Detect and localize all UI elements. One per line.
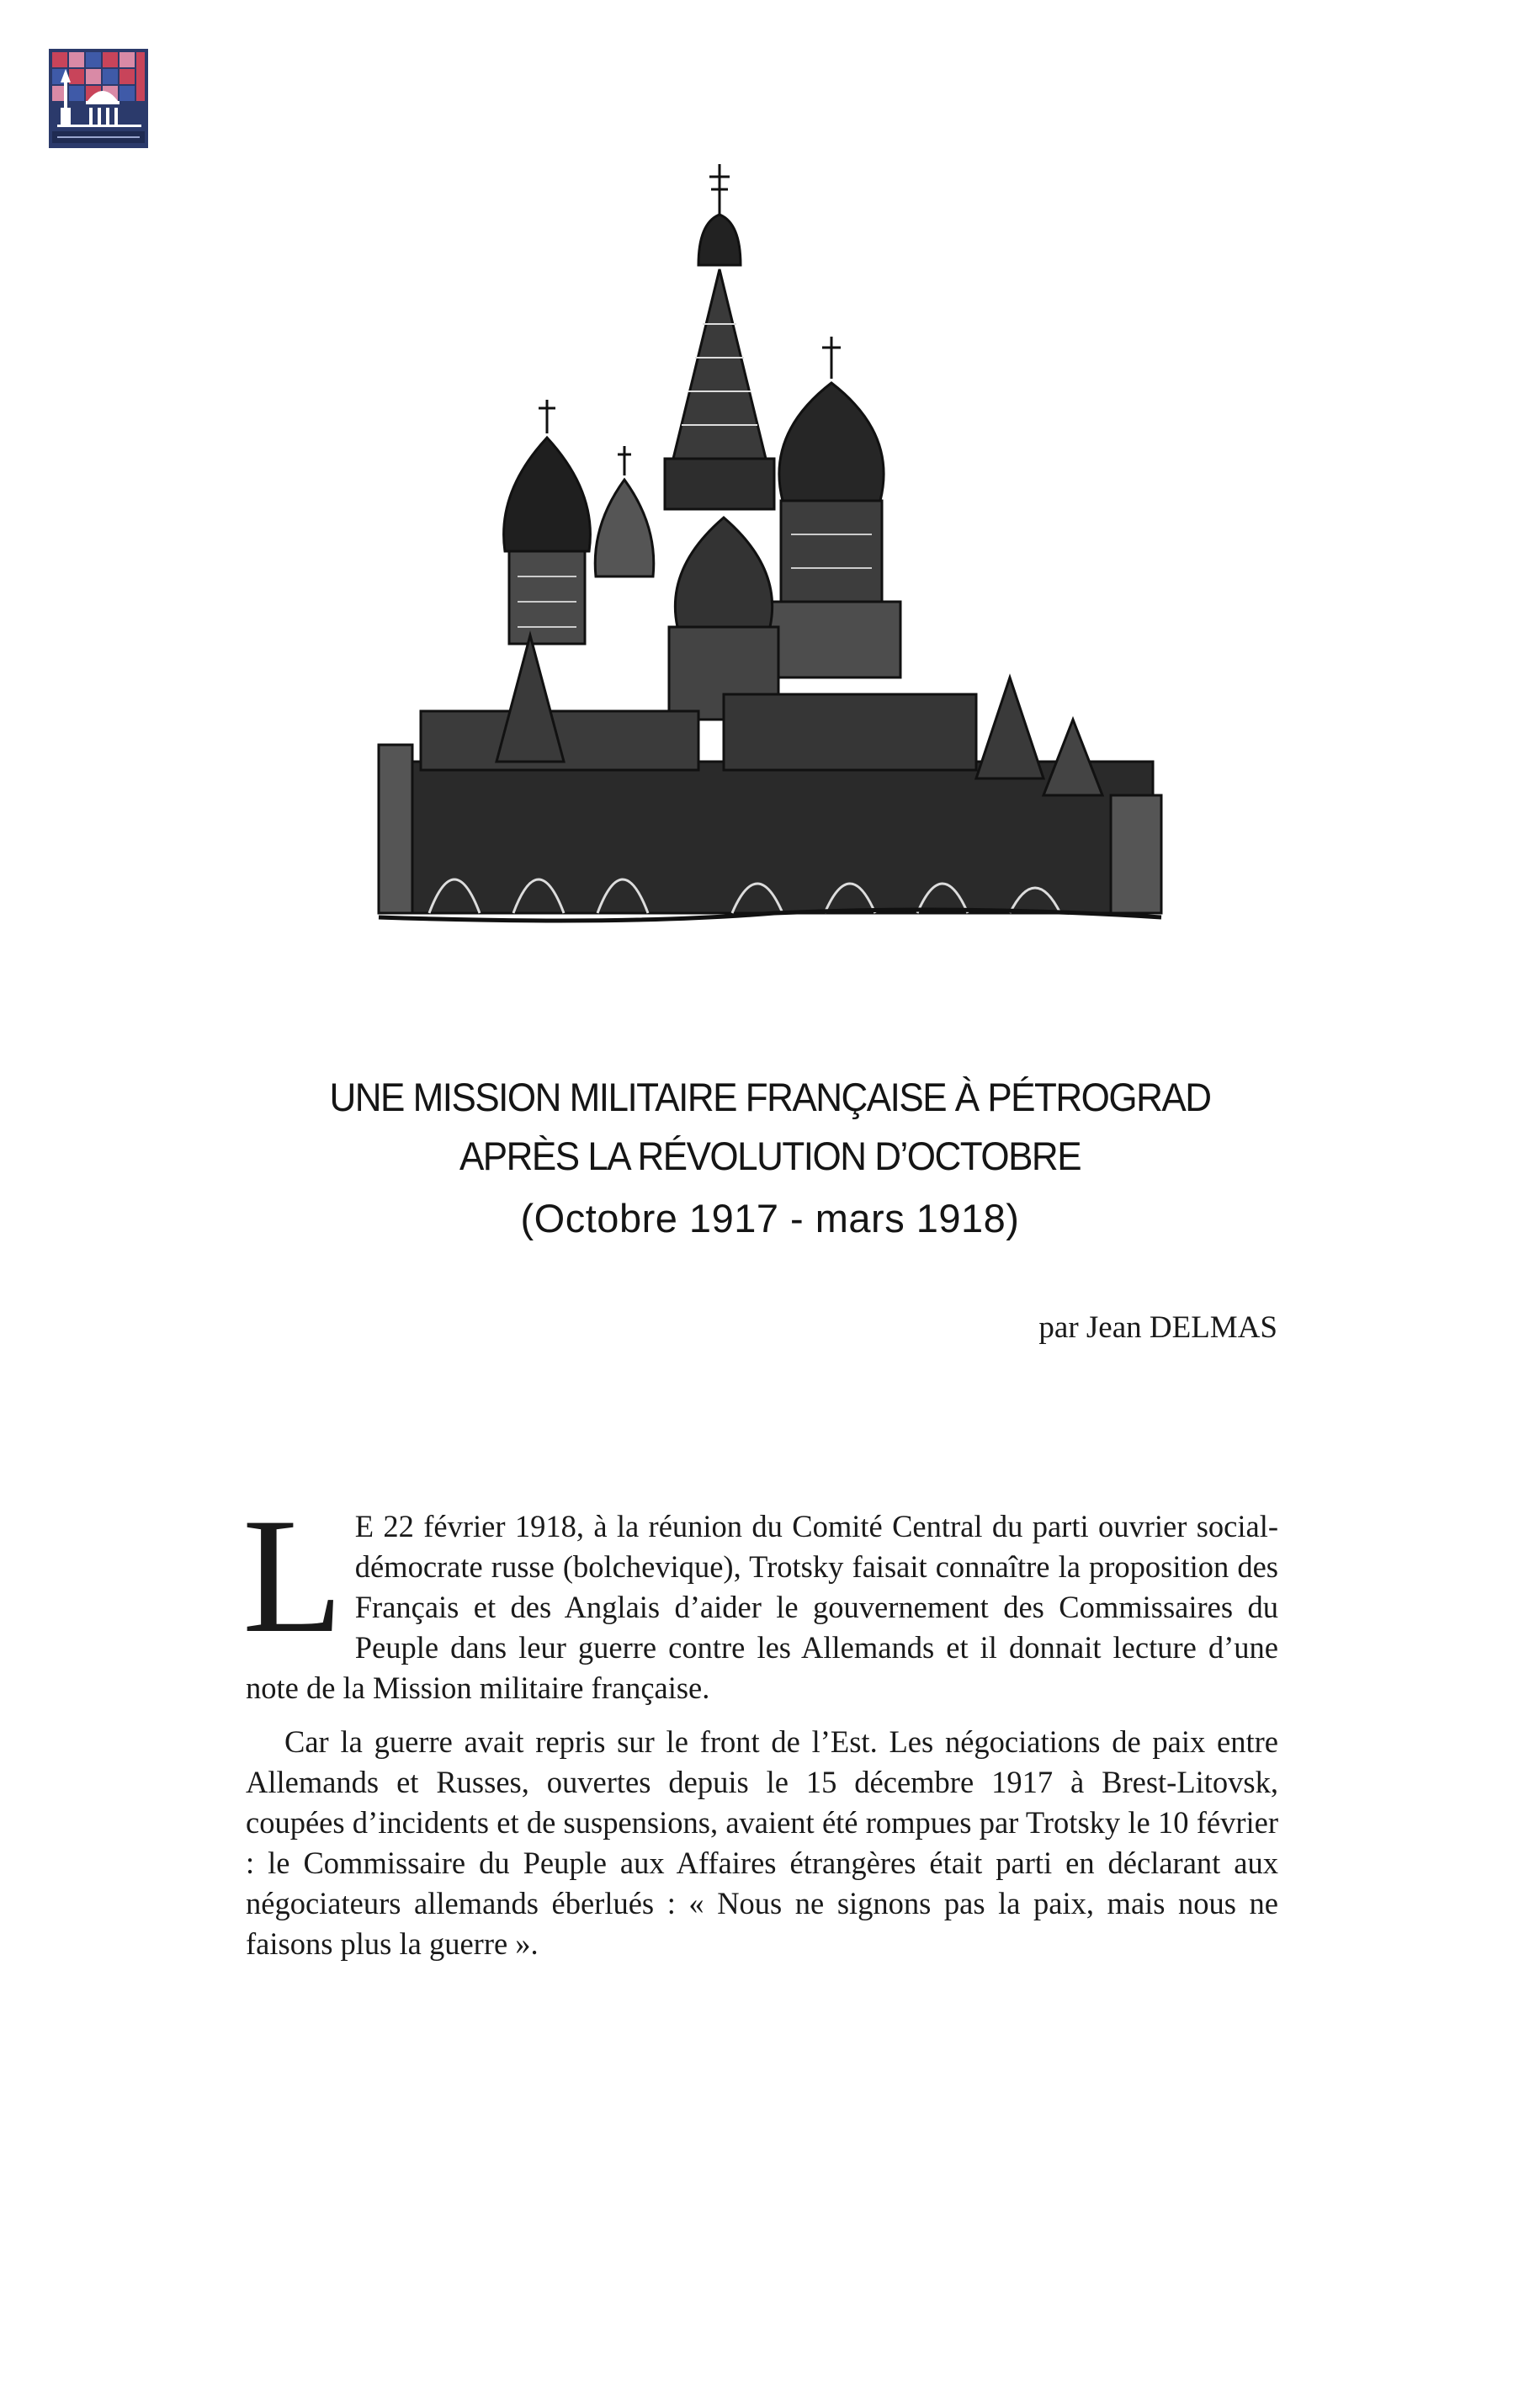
publisher-logo — [49, 49, 148, 148]
author-byline: par Jean DELMAS — [1038, 1310, 1277, 1345]
paragraph-1 — [242, 1485, 1278, 1708]
paragraph-1-text: E 22 février 1918, à la réunion du Comité Central du parti ouvrier social-démocrate russe (bolchevique), Trotsky faisait connaître la proposition des Français et des Anglais d’aider le gouvernement des Commissaires du Peuple dans leur guerre contre les Allemands et il donnait lecture d’une note de la Mission militaire française. — [246, 1509, 1278, 1705]
article-subtitle: (Octobre 1917 - mars 1918) — [520, 1196, 1020, 1240]
article-title — [168, 1069, 1372, 1251]
article-body — [242, 1485, 1278, 1978]
title-line-2: APRÈS LA RÉVOLUTION D’OCTOBRE — [459, 1134, 1081, 1179]
paragraph-2: Car la guerre avait repris sur le front de l’Est. Les négociations de paix entre Allemands et Russes, ouvertes depuis le 15 décembre 1917 à Brest-Litovsk, coupées d’incidents et de suspensions, avaient été rompues par Trotsky le 10 février : le Commissaire du Peuple aux Affaires étrangères était parti en déclarant aux négociateurs allemands éberlués : « Nous ne signons pas la paix, mais nous ne faisons plus la guerre ». — [246, 1724, 1278, 1961]
title-line-1: UNE MISSION MILITAIRE FRANÇAISE À PÉTROGRAD — [329, 1076, 1211, 1120]
st-basil-cathedral-engraving — [370, 156, 1170, 951]
drop-cap: L — [242, 1485, 343, 1667]
